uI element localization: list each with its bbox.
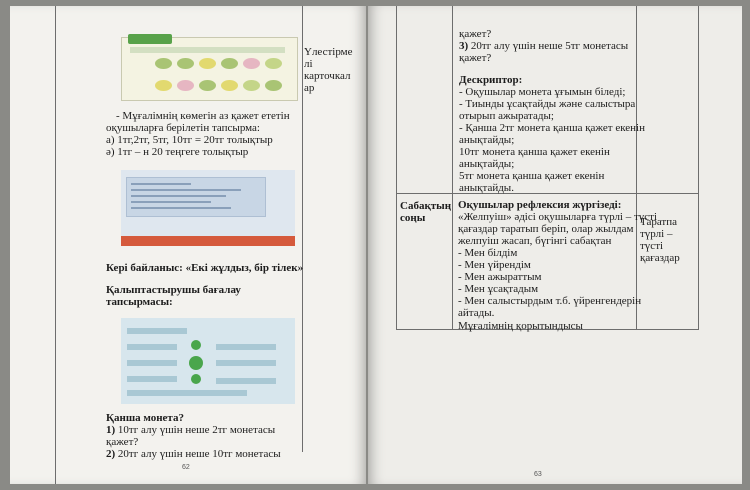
teacher-conclusion: Мұғалімнің қорытындысы [458,320,583,332]
side-column-line: лі [304,58,313,70]
question-text: 20тг алу үшін неше 5тг монетасы [468,40,629,52]
image-row [216,344,276,350]
descriptor-heading: Дескриптор: [459,74,523,86]
task-line: ә) 1тг – н 20 теңгеге толықтыр [106,146,249,158]
reflection-line: - Мен ажыраттым [458,271,542,283]
image-row [127,328,187,334]
task-line: оқушыларға берілетін тапсырма: [106,122,260,134]
question-text: 20тг алу үшін неше 10тг монетасы [115,448,281,460]
descriptor-line: 10тг монета қанша қажет екенін [459,146,610,158]
left-page [10,6,366,484]
image-row [127,344,177,350]
reflection-line: - Мен ұсақтадым [458,283,539,295]
table-border-divider [302,6,303,452]
task-line: - Мұғалімнің көмегін аз қажет ететін [116,110,290,122]
question-number: 2) [106,448,116,460]
page-number: 62 [182,464,190,471]
resources-line: түрлі – [640,228,673,240]
question-number: 3) [459,40,469,52]
image-row [127,360,177,366]
table-border-left [396,6,397,330]
side-column-line: карточкал [304,70,351,82]
side-column-line: Үлестірме [304,46,353,58]
card-line [131,207,231,209]
coin-shape [221,80,238,91]
coin-activity-image [121,37,298,101]
image-circle [191,340,201,350]
assessment-heading: Қалыптастырушы бағалау [106,284,241,296]
coin-shape [177,80,194,91]
question-number: 1) [106,424,116,436]
task-card-image [121,170,295,246]
table-border-divider [636,6,637,330]
coin-shape [199,80,216,91]
image-circle [191,374,201,384]
image-row [216,378,276,384]
coin-shape [243,58,260,69]
right-page [368,6,742,484]
image-row [216,360,276,366]
image-tag [128,34,172,44]
reflection-line: айтады. [458,307,495,319]
descriptor-line: анықтайды; [459,158,515,170]
image-row [127,376,177,382]
reflection-line: желпуіш жасап, бүгінгі сабақтан [458,235,612,247]
question-line [106,436,138,449]
reflection-heading: Оқушылар рефлексия жүргізеді: [458,199,622,211]
coin-shape [243,80,260,91]
table-border-divider [452,6,453,330]
coin-shape [221,58,238,69]
task-line: а) 1тг,2тг, 5тг, 10тг = 20тг толықтыр [106,134,273,146]
table-border-left [55,6,56,484]
lesson-end-label: соңы [400,212,426,224]
reflection-line: «Желпуіш» әдісі оқушыларға түрлі – түсті [458,211,658,223]
assessment-heading: тапсырмасы: [106,296,173,308]
descriptor-line: отырып ажыратады; [459,110,554,122]
card-line [131,183,191,185]
coin-shape [177,58,194,69]
reflection-line: - Мен үйрендім [458,259,531,271]
question-line [106,448,281,461]
card-line [131,201,211,203]
resources-line: түсті [640,240,664,252]
descriptor-line: - Оқушылар монета ұғымын біледі; [459,86,626,98]
resources-line: қағаздар [640,252,680,264]
descriptor-line: анықтайды; [459,134,515,146]
reflection-line: - Мен білдім [458,247,518,259]
lesson-end-label: Сабақтың [400,200,452,212]
image-circle [189,356,203,370]
descriptor-line: анықтайды. [459,182,514,194]
descriptor-line: - Тиынды ұсақтайды және салыстыра [459,98,636,110]
question-text: 10тг алу үшін неше 2тг монетасы [115,424,276,436]
coin-shape [199,58,216,69]
image-row [127,390,247,396]
side-column-line: ар [304,82,315,94]
coin-shape [265,80,282,91]
coin-shape [155,58,172,69]
table-border-right [698,6,699,330]
image-bottom-bar [121,236,295,246]
question-line [459,40,628,53]
image-instruction-strip [130,47,285,53]
descriptor-line: 5тг монета қанша қажет екенін [459,170,605,182]
task-card [126,177,266,217]
question-text: қажет? [106,436,139,448]
reflection-line: қағаздар таратып беріп, олар жылдам [458,223,634,235]
resources-line: Таратпа [640,216,678,228]
question-line [106,424,275,437]
descriptor-line: - Қанша 2тг монета қанша қажет екенін [459,122,645,134]
question-text: қажет? [459,28,492,40]
feedback-heading: Кері байланыс: «Екі жұлдыз, бір тілек» [106,262,304,274]
question-line [459,28,491,41]
table-row-border [396,193,699,194]
coins-question-heading: Қанша монета? [106,412,184,424]
coin-shape [155,80,172,91]
reflection-line: - Мен салыстырдым т.б. үйренгендерін [458,295,642,307]
page-number: 63 [534,471,542,478]
card-line [131,195,226,197]
question-text: қажет? [459,52,492,64]
card-line [131,189,241,191]
question-line [459,52,491,65]
assessment-image [121,318,295,404]
coin-shape [265,58,282,69]
